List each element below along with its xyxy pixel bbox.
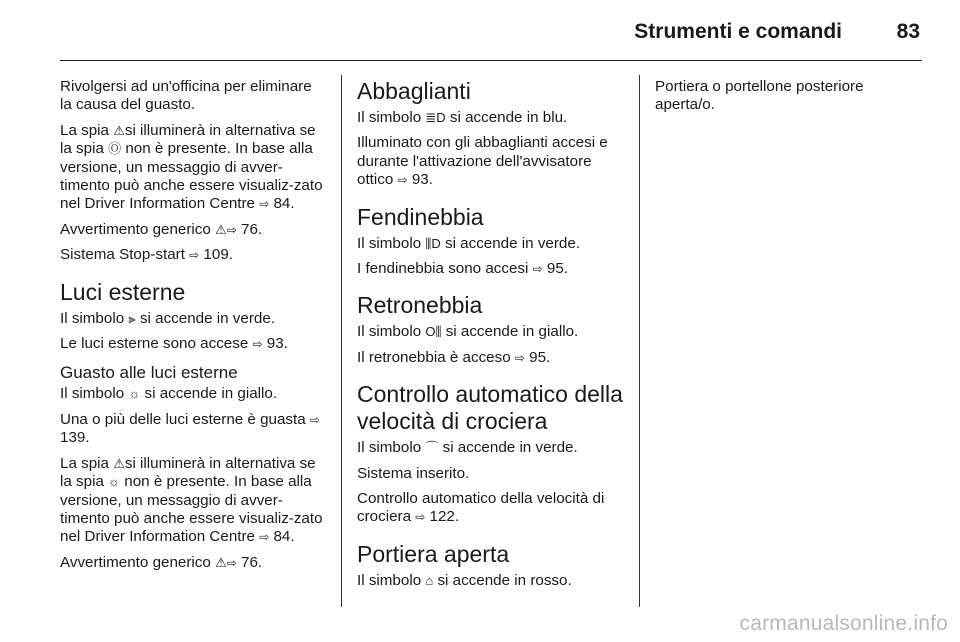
exterior-lights-icon: ⫸ <box>128 310 136 326</box>
paragraph <box>357 260 623 278</box>
paragraph <box>357 439 623 457</box>
page-reference: 93. <box>262 335 288 353</box>
stop-start-icon: Ⓞ <box>108 141 122 157</box>
text: si illuminerà in alternativa se la spia <box>60 454 316 491</box>
paragraph <box>60 221 326 239</box>
paragraph <box>60 310 326 328</box>
warning-triangle-icon: ⚠ <box>215 221 227 237</box>
page-reference: 84. <box>269 528 295 546</box>
page-reference: 139. <box>60 429 90 447</box>
text: si illuminerà in alternativa se la spia <box>60 121 316 158</box>
text: Il simbolo <box>357 109 426 126</box>
paragraph <box>60 411 326 448</box>
paragraph <box>60 455 326 547</box>
text: Il simbolo <box>357 439 426 457</box>
page-reference: 95. <box>524 348 551 366</box>
column-left <box>60 78 326 579</box>
section-title: Strumenti e comandi <box>634 20 842 43</box>
paragraph <box>357 490 623 527</box>
heading-portiera-aperta: Portiera aperta <box>357 540 510 567</box>
text: non è presente. In base alla versione, un messaggio di avver-timento può anche essere visualiz-zato nel Driver Information Centre <box>60 140 323 213</box>
paragraph: Sistema inserito. <box>357 464 470 482</box>
heading-cruise-control: Controllo automatico della velocità di crociera <box>357 381 623 435</box>
cruise-control-icon: ⌒ <box>425 440 439 456</box>
paragraph <box>60 554 326 572</box>
paragraph <box>60 335 326 353</box>
bulb-failure-icon: ☼ <box>108 474 121 490</box>
heading-retronebbia: Retronebbia <box>357 292 483 319</box>
paragraph <box>357 323 623 341</box>
door-open-icon: ⌂ <box>425 572 434 588</box>
page-ref-arrow-icon: ⇨ <box>309 412 320 427</box>
text: La spia <box>60 454 114 472</box>
heading-abbaglianti: Abbaglianti <box>357 78 471 104</box>
page-ref-arrow-icon: ⇨ <box>415 510 426 525</box>
text: Una o più delle luci esterne è guasta <box>60 410 310 428</box>
page-ref-arrow-icon: ⇨ <box>259 530 270 545</box>
heading-guasto-luci: Guasto alle luci esterne <box>60 363 238 383</box>
text: I fendinebbia sono accesi <box>357 260 533 278</box>
paragraph <box>357 109 623 127</box>
page-number: 83 <box>896 20 920 43</box>
page-ref-arrow-icon: ⇨ <box>532 262 543 277</box>
text: si accende in blu. <box>445 109 568 126</box>
text: si accende in verde. <box>438 439 578 457</box>
page-ref-arrow-icon: ⇨ <box>259 197 270 212</box>
watermark: carmanualsonline.info <box>739 612 948 635</box>
text: Controllo automatico della velocità di crociera <box>357 490 605 526</box>
bulb-failure-icon: ☼ <box>128 386 141 402</box>
text: si accende in giallo. <box>441 323 579 341</box>
text: Rivolgersi ad un'officina per eliminare la causa del guasto. <box>60 78 312 114</box>
page-ref-arrow-icon: ⇨ <box>226 555 237 570</box>
page-ref-arrow-icon: ⇨ <box>397 173 408 188</box>
paragraph <box>60 385 326 403</box>
text: Il simbolo <box>357 571 426 589</box>
text: La spia <box>60 121 114 139</box>
text: non è presente. In base alla versione, un messaggio di avver-timento può anche essere visualiz-zato nel Driver Information Centre <box>60 473 323 546</box>
warning-triangle-icon: ⚠ <box>113 122 125 138</box>
page-reference: 122. <box>425 508 460 526</box>
text: Sistema Stop-start <box>60 246 190 264</box>
text: si accende in verde. <box>440 234 581 252</box>
text: Il simbolo <box>357 234 426 252</box>
paragraph: Portiera o portellone posteriore aperta/o. <box>655 78 864 114</box>
column-middle <box>357 78 623 597</box>
text: si accende in verde. <box>135 309 276 327</box>
warning-triangle-icon: ⚠ <box>215 554 227 570</box>
page-reference: 76. <box>236 553 263 571</box>
paragraph <box>357 349 623 367</box>
page-ref-arrow-icon: ⇨ <box>189 248 200 263</box>
paragraph <box>60 78 326 115</box>
paragraph <box>60 122 326 214</box>
text: Il retronebbia è acceso <box>357 348 515 366</box>
paragraph <box>357 134 623 189</box>
rear-fog-icon: O⫼ <box>425 324 442 340</box>
text: Le luci esterne sono accese <box>60 335 253 353</box>
column-divider <box>639 75 640 607</box>
page-ref-arrow-icon: ⇨ <box>252 337 263 352</box>
column-right <box>655 78 921 122</box>
text: Il simbolo <box>357 323 426 341</box>
column-divider <box>341 75 342 607</box>
page-reference: 95. <box>542 260 569 278</box>
text: Avvertimento generico <box>60 220 216 238</box>
text: Avvertimento generico <box>60 553 216 571</box>
text: Il simbolo <box>60 385 129 403</box>
high-beam-icon: ≣D <box>425 110 446 125</box>
paragraph <box>60 246 326 264</box>
heading-luci-esterne: Luci esterne <box>60 278 186 305</box>
warning-triangle-icon: ⚠ <box>113 455 125 471</box>
paragraph <box>357 235 623 253</box>
text: si accende in rosso. <box>433 571 572 589</box>
paragraph <box>357 572 623 590</box>
page-reference: 93. <box>407 171 433 189</box>
text: Illuminato con gli abbaglianti accesi e durante l'attivazione dell'avvisatore ottico <box>357 134 608 189</box>
front-fog-icon: ⫼D <box>425 235 441 251</box>
heading-fendinebbia: Fendinebbia <box>357 203 484 230</box>
text: Il simbolo <box>60 309 129 327</box>
text: si accende in giallo. <box>140 385 278 403</box>
page-ref-arrow-icon: ⇨ <box>226 222 237 237</box>
page-reference: 109. <box>199 246 233 264</box>
page-reference: 84. <box>269 195 295 213</box>
page-header <box>60 18 922 61</box>
page-ref-arrow-icon: ⇨ <box>514 350 525 365</box>
page-reference: 76. <box>236 220 263 238</box>
